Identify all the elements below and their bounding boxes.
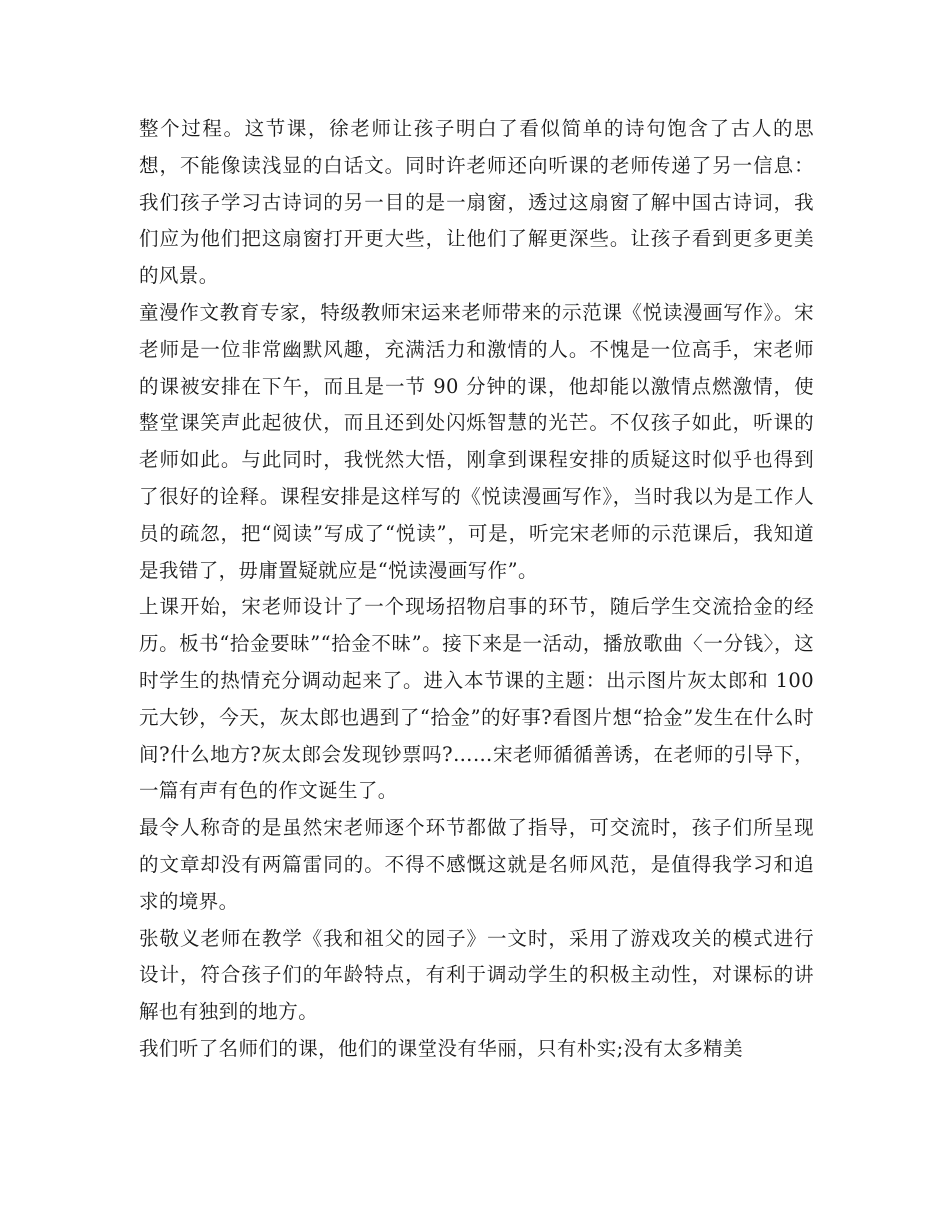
paragraph-1: 整个过程。这节课，徐老师让孩子明白了看似简单的诗句饱含了古人的思想，不能像读浅显的白话文。同时许老师还向听课的老师传递了另一信息：我们孩子学习古诗词的另一目的是一扇窗，透过这扇窗了解中国古诗词，我们应为他们把这扇窗打开更大些，让他们了解更深些。让孩子看到更多更美的风景。 (139, 117, 814, 288)
paragraph-4: 最令人称奇的是虽然宋老师逐个环节都做了指导，可交流时，孩子们所呈现的文章却没有两篇雷同的。不得不感慨这就是名师风范，是值得我学习和追求的境界。 (139, 816, 814, 913)
paragraph-6: 我们听了名师们的课，他们的课堂没有华丽，只有朴实;没有太多精美 (139, 1036, 743, 1060)
document-body (139, 111, 814, 1068)
paragraph-2: 童漫作文教育专家，特级教师宋运来老师带来的示范课《悦读漫画写作》。宋老师是一位非常幽默风趣，充满活力和激情的人。不愧是一位高手，宋老师的课被安排在下午，而且是一节 90 分钟的课，他却能以激情点燃激情，使整堂课笑声此起彼伏，而且还到处闪烁智慧的光芒。不仅孩子如此，听课的老师如此。与此同时，我恍然大悟，刚拿到课程安排的质疑这时似乎也得到了很好的诠释。课程安排是这样写的《悦读漫画写作》，当时我以为是工作人员的疏忽，把“阅读”写成了“悦读”，可是，听完宋老师的示范课后，我知道是我错了，毋庸置疑就应是“悦读漫画写作”。 (139, 300, 814, 582)
paragraph-5: 张敬义老师在教学《我和祖父的园子》一文时，采用了游戏攻关的模式进行设计，符合孩子们的年龄特点，有利于调动学生的积极主动性，对课标的讲解也有独到的地方。 (139, 926, 814, 1024)
paragraph-3: 上课开始，宋老师设计了一个现场招物启事的环节，随后学生交流拾金的经历。板书“拾金要昧”“拾金不昧”。接下来是一活动，播放歌曲〈一分钱〉，这时学生的热情充分调动起来了。进入本节课的主题：出示图片灰太郎和 100 元大钞，今天，灰太郎也遇到了“拾金”的好事?看图片想“拾金”发生在什么时间?什么地方?灰太郎会发现钞票吗?……宋老师循循善诱，在老师的引导下，一篇有声有色的作文诞生了。 (139, 595, 814, 803)
